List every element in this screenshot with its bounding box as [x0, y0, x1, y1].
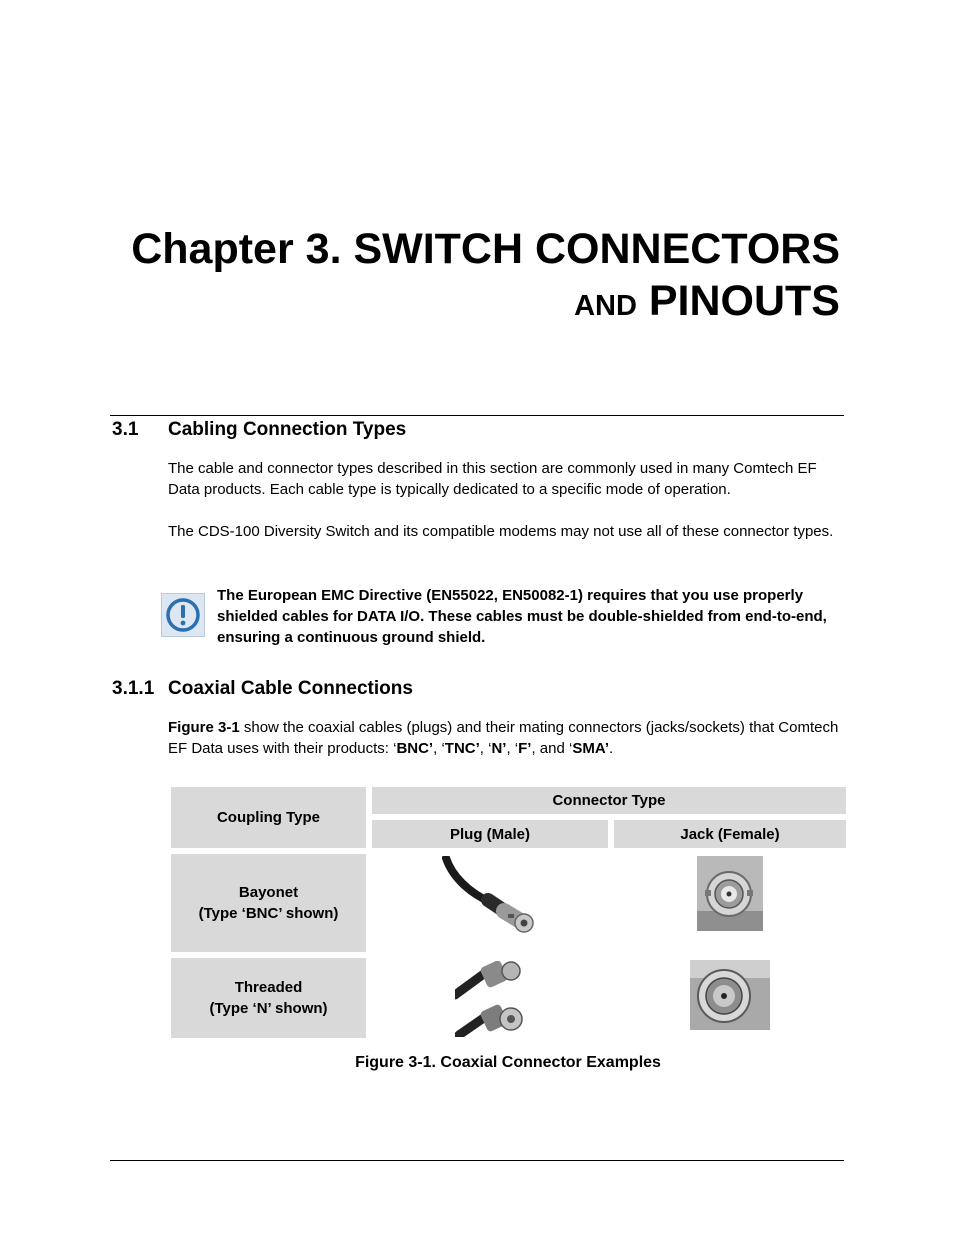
section-3-1-paragraph-2: The CDS-100 Diversity Switch and its compatible modems may not use all of these connector types. [168, 523, 834, 540]
section-3-1-1-paragraph: Figure 3-1 show the coaxial cables (plugs) and their mating connectors (jacks/sockets) that Comtech EF Data uses with their products: ‘BNC’, ‘TNC’, ‘N’, ‘F’, and ‘SMA’. [168, 719, 839, 757]
bnc-jack-image [697, 856, 763, 931]
footer-divider [110, 1160, 844, 1161]
exclamation-circle-icon [161, 593, 205, 637]
chapter-title-line2: AND PINOUTS [574, 277, 840, 325]
figure-caption: Figure 3-1. Coaxial Connector Examples [355, 1054, 661, 1071]
section-divider [110, 415, 844, 416]
coupling-type-header: Coupling Type [171, 787, 366, 848]
bnc-plug-image [438, 856, 538, 936]
connector-type-header: Connector Type [372, 787, 846, 814]
coupling-row-bayonet: Bayonet (Type ‘BNC’ shown) [171, 854, 366, 952]
figure-reference: Figure 3-1 [168, 719, 240, 736]
plug-male-header: Plug (Male) [372, 820, 608, 848]
section-heading-3-1: 3.1 Cabling Connection Types [112, 419, 407, 440]
emc-note-text: The European EMC Directive (EN55022, EN50082-1) requires that you use properly shielded cables for DATA I/O. These cables must be double-shielded from end-to-end, ensuring a continuous ground shield. [217, 587, 827, 646]
section-heading-3-1-1: 3.1.1 Coaxial Cable Connections [112, 678, 413, 699]
n-type-plug-image [455, 961, 523, 1037]
coupling-row-threaded: Threaded (Type ‘N’ shown) [171, 958, 366, 1038]
chapter-title-line1: Chapter 3. SWITCH CONNECTORS [131, 225, 840, 273]
n-type-jack-image [690, 960, 770, 1030]
chapter-title [80, 222, 840, 331]
section-3-1-paragraph-1: The cable and connector types described in this section are commonly used in many Comtech EF Data products. Each cable type is typically dedicated to a specific mode of operation. [168, 460, 817, 498]
jack-female-header: Jack (Female) [614, 820, 846, 848]
